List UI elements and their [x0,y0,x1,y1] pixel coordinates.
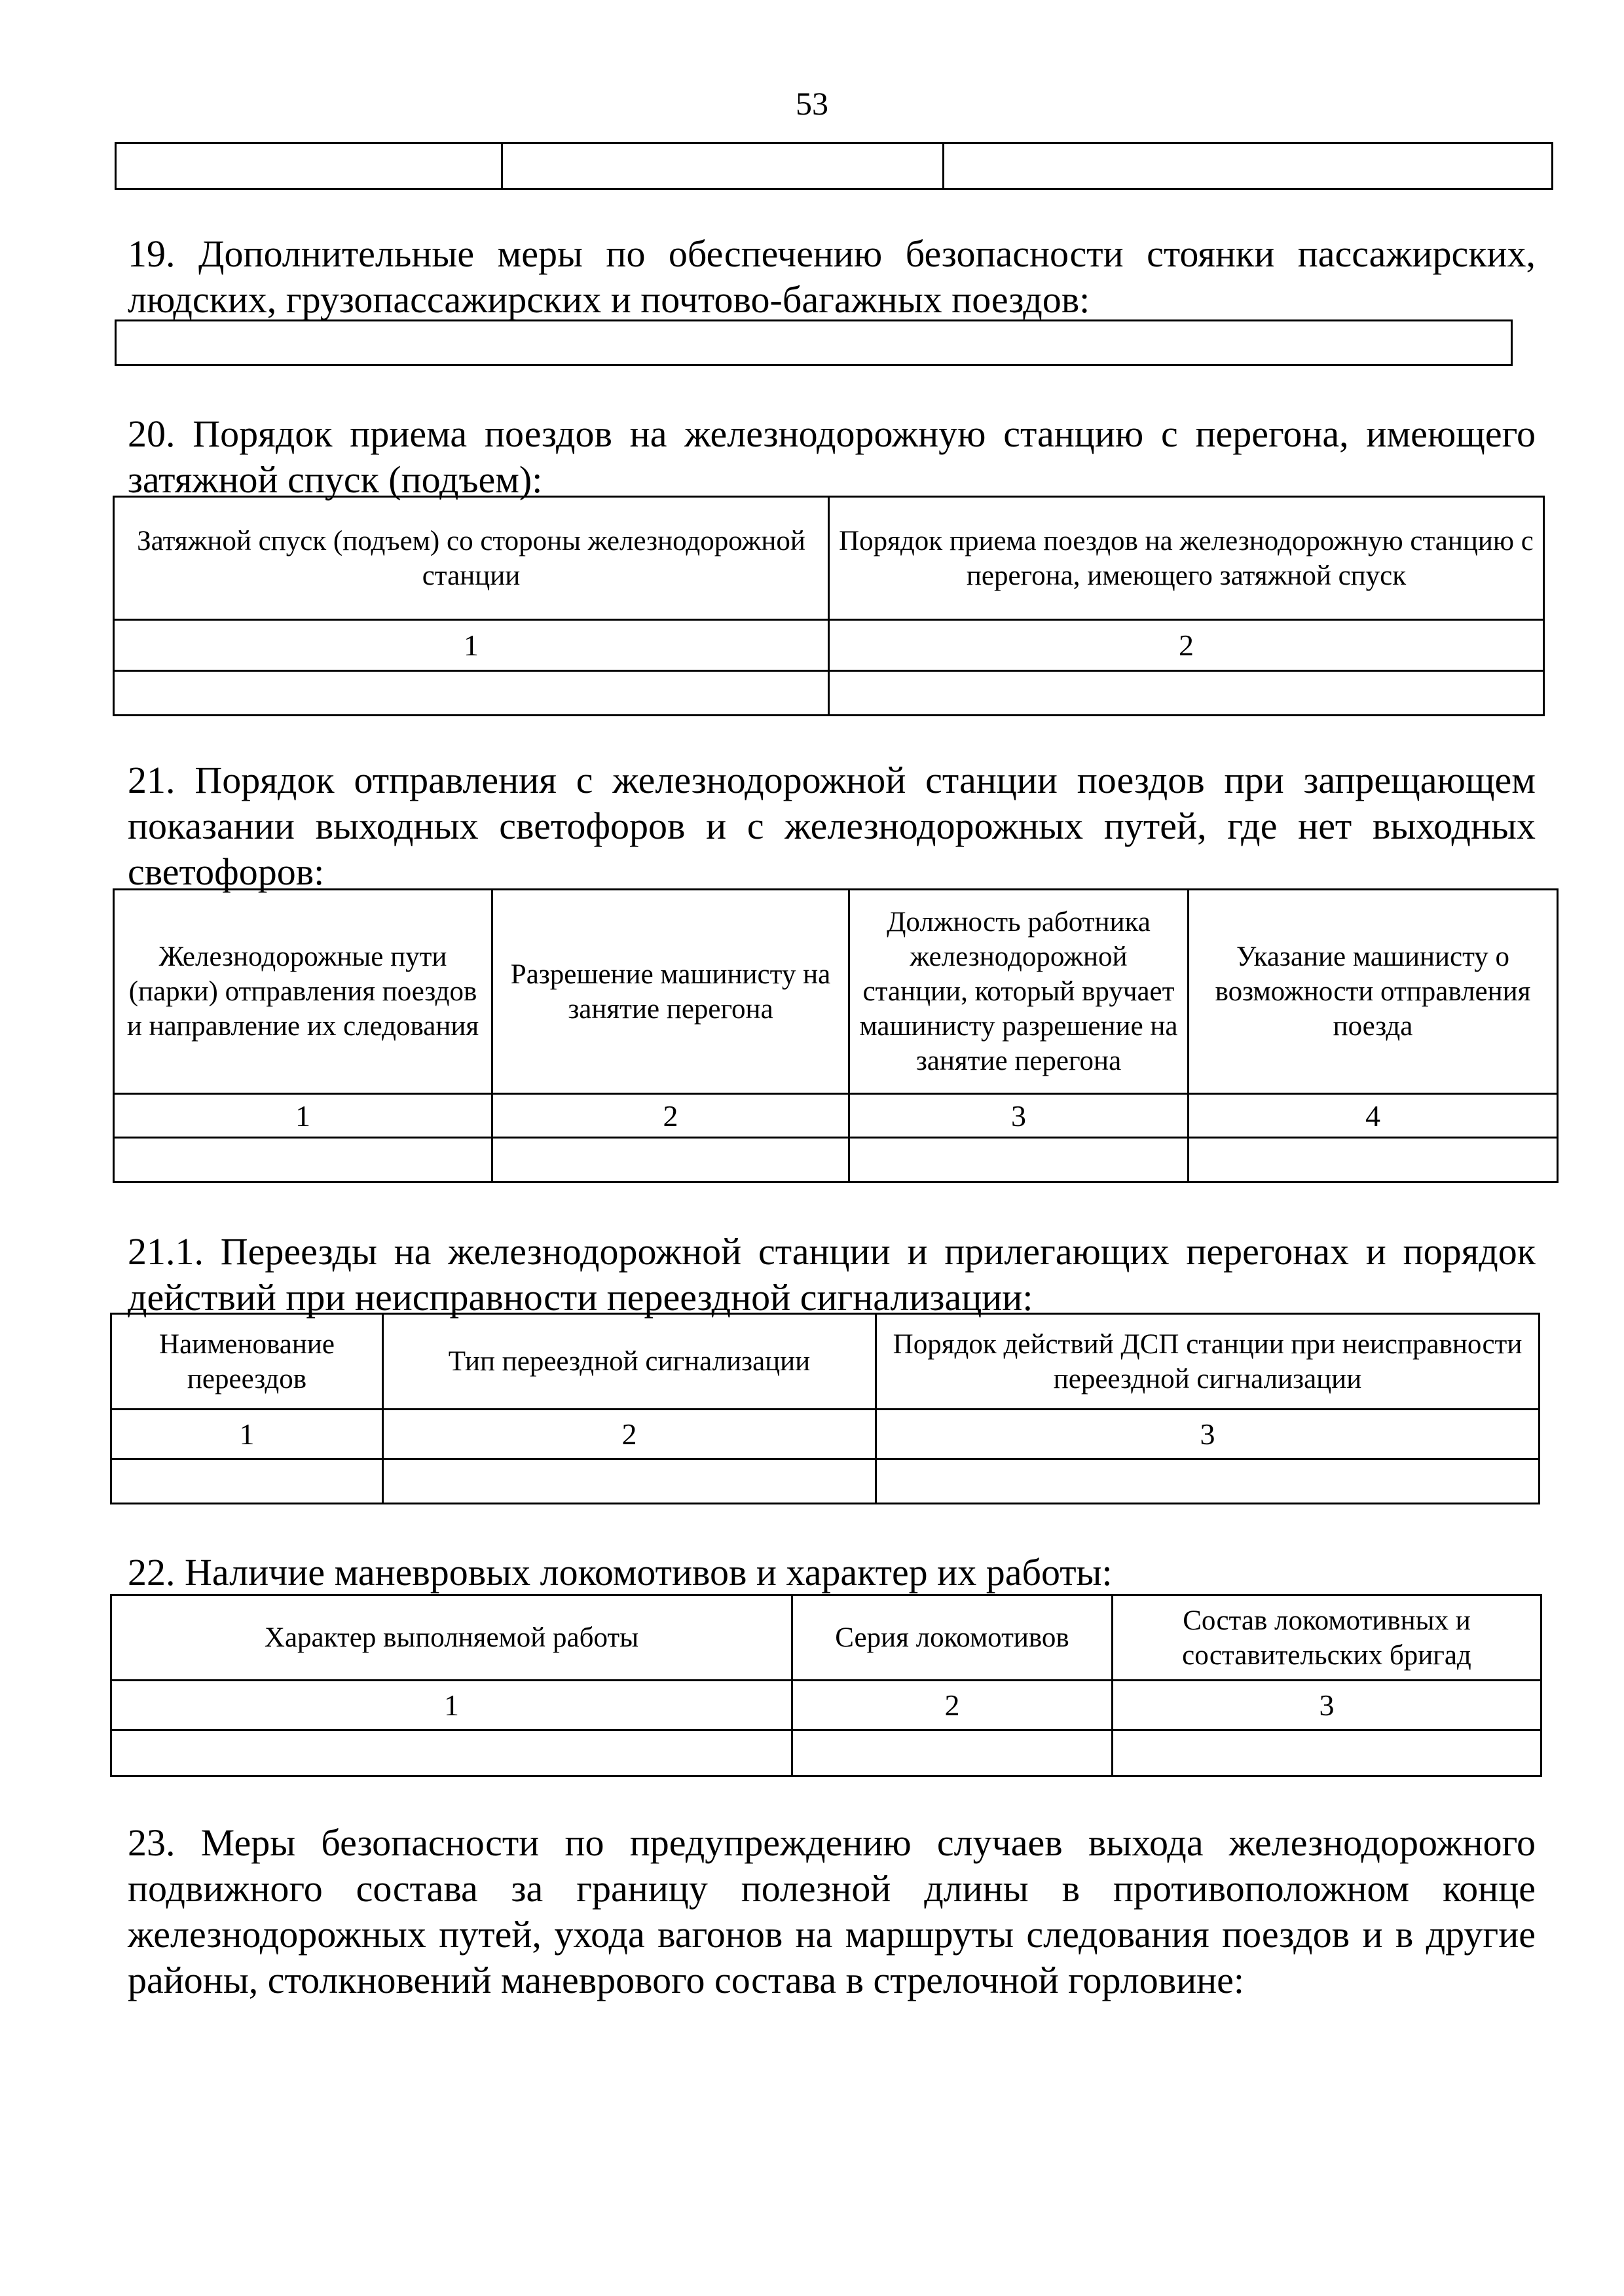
section-21-table [113,888,1559,1183]
table-cell [114,671,829,716]
table-cell [111,1459,383,1504]
table-cell [944,143,1553,189]
section-22-text: 22. Наличие маневровых локомотивов и характер их работы: [128,1551,1113,1594]
table-cell [111,1730,792,1776]
section-20-text: 20. Порядок приема поездов на железнодорожную станцию с перегона, имеющего затяжной спуск (подъем): [128,412,1536,501]
table-header-cell: Разрешение машинисту на занятие перегона [492,890,849,1094]
column-number: 2 [829,620,1544,671]
table-header-cell: Затяжной спуск (подъем) со стороны железнодорожной станции [114,497,829,620]
table-cell [829,671,1544,716]
table-cell [849,1138,1189,1182]
section-22-table [110,1594,1542,1777]
section-21-1-table [110,1313,1540,1504]
table-cell [116,143,502,189]
section-21-1-text: 21.1. Переезды на железнодорожной станции и прилегающих перегонах и порядок действий при неисправности переездной сигнализации: [128,1230,1536,1319]
table-cell [383,1459,876,1504]
table-header-cell: Указание машинисту о возможности отправления поезда [1189,890,1558,1094]
section-19-text: 19. Дополнительные меры по обеспечению безопасности стоянки пассажирских, людских, грузопассажирских и почтово-багажных поездов: [128,232,1536,321]
page-number: 53 [796,85,828,122]
table-header-cell: Состав локомотивных и составительских бригад [1113,1595,1541,1681]
column-number: 1 [114,620,829,671]
table-cell [1189,1138,1558,1182]
column-number: 3 [1113,1681,1541,1730]
table-cell [876,1459,1540,1504]
table-header-cell: Характер выполняемой работы [111,1595,792,1681]
column-number: 1 [111,1410,383,1459]
column-number: 2 [792,1681,1113,1730]
column-number: 3 [876,1410,1540,1459]
column-number: 3 [849,1094,1189,1138]
table-header-cell: Порядок приема поездов на железнодорожную станцию с перегона, имеющего затяжной спуск [829,497,1544,620]
column-number: 2 [383,1410,876,1459]
continuation-table [115,142,1553,190]
table-header-cell: Должность работника железнодорожной станции, который вручает машинисту разрешение на занятие перегона [849,890,1189,1094]
table-header-cell: Порядок действий ДСП станции при неисправности переездной сигнализации [876,1314,1540,1410]
table-cell [1113,1730,1541,1776]
table-cell [116,321,1512,365]
table-cell [492,1138,849,1182]
table-cell [502,143,944,189]
column-number: 1 [114,1094,492,1138]
table-header-cell: Железнодорожные пути (парки) отправления поездов и направление их следования [114,890,492,1094]
section-21-text: 21. Порядок отправления с железнодорожной станции поездов при запрещающем показании выходных светофоров и с железнодорожных путей, где нет выходных светофоров: [128,759,1536,893]
table-header-cell: Наименование переездов [111,1314,383,1410]
section-20-table [113,496,1545,716]
section-23-text: 23. Меры безопасности по предупреждению случаев выхода железнодорожного подвижного состава за границу полезной длины в противоположном конце железнодорожных путей, ухода вагонов на маршруты следования поездов и в другие районы, столкновений маневрового состава в стрелочной горловине: [128,1821,1536,2001]
table-header-cell: Тип переездной сигнализации [383,1314,876,1410]
column-number: 1 [111,1681,792,1730]
table-header-cell: Серия локомотивов [792,1595,1113,1681]
table-cell [792,1730,1113,1776]
column-number: 2 [492,1094,849,1138]
section-19-table [115,319,1513,366]
table-cell [114,1138,492,1182]
column-number: 4 [1189,1094,1558,1138]
